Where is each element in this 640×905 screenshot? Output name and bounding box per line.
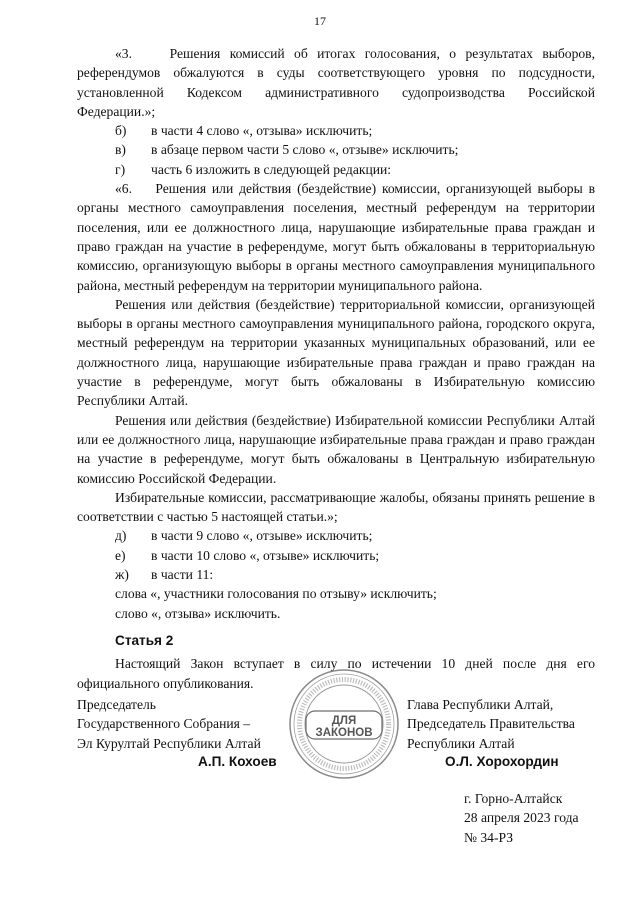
official-seal-stamp: [288, 668, 400, 780]
paragraph-part-6-c: Решения или действия (бездействие) Избирательной комиссии Республики Алтай или ее должностного лица, нарушающие избирательные права граждан и право граждан на участие в референдуме, могут быть обжалованы в Центральную избирательную комиссию Российской Федерации.: [77, 412, 595, 486]
signature-title: Эл Курултай Республики Алтай: [77, 735, 261, 751]
signature-left: [77, 695, 277, 753]
paragraph-part-3: «3. Решения комиссий об итогах голосования, о результатах выборов, референдумов обжалуются в суды соответствующего уровня по подсудности, установленной Кодексом административного судопроизводства Российской Федерации.»;: [77, 46, 595, 119]
list-marker: е): [115, 547, 126, 563]
stamp-text-line1: ДЛЯ: [331, 715, 357, 727]
list-marker: б): [115, 123, 127, 139]
paragraph-part-6-d: Избирательные комиссии, рассматривающие жалобы, обязаны принять решение в соответствии с частью 5 настоящей статьи.»;: [77, 489, 595, 525]
signature-title: Республики Алтай: [407, 735, 515, 751]
paragraph-part-6: «6. Решения или действия (бездействие) комиссии, организующей выборы в органы местного самоуправления поселения, местный референдум на территории поселения, или ее должностного лица, нарушающие избирательные права граждан и право граждан на участие в референдуме, могут быть обжалованы в территориальную комиссию, организующую выборы в органы местного самоуправления муниципального района, местный референдум на территории муниципального района.: [77, 181, 595, 293]
list-text: в части 10 слово «, отзыве» исключить;: [151, 547, 380, 563]
list-subitem-2: слово «, отзыва» исключить.: [115, 605, 281, 621]
city: г. Горно-Алтайск: [464, 791, 563, 806]
place-date-number: [464, 789, 579, 847]
list-text: в части 4 слово «, отзыва» исключить;: [151, 123, 373, 139]
list-marker: ж): [115, 567, 129, 583]
list-item-g: [77, 160, 595, 179]
signature-title: Государственного Собрания –: [77, 716, 251, 732]
date: 28 апреля 2023 года: [464, 810, 579, 826]
stamp-text-line2: ЗАКОНОВ: [315, 727, 373, 739]
page-number: 17: [314, 14, 326, 28]
list-item-b: [77, 121, 595, 140]
article-text: Настоящий Закон вступает в силу по истечении 10 дней после дня его официального опубликования.: [77, 656, 595, 691]
law-number: № 34-РЗ: [464, 829, 514, 845]
list-item-v: [77, 140, 595, 159]
signature-title: Председатель: [77, 697, 156, 712]
list-item-d: [77, 526, 595, 545]
paragraph-part-6-b: Решения или действия (бездействие) территориальной комиссии, организующей выборы в органы местного самоуправления муниципального района, городского округа, местный референдум на территории указанных муниципальных образований, или ее должностного лица, нарушающие избирательные права граждан и право граждан на участие в референдуме, могут быть обжалованы в Избирательную комиссию Республики Алтай.: [77, 296, 595, 409]
document-body: [77, 44, 595, 693]
list-item-zh: [77, 565, 595, 584]
list-text: в части 9 слово «, отзыве» исключить;: [151, 528, 373, 544]
signatory-name-right: О.Л. Хорохордин: [445, 754, 559, 769]
list-marker: в): [115, 142, 126, 158]
list-text: в абзаце первом части 5 слово «, отзыве» исключить;: [151, 142, 459, 158]
list-text: часть 6 изложить в следующей редакции:: [151, 161, 392, 177]
article-title: Статья 2: [115, 632, 174, 648]
list-subitem-1: слова «, участники голосования по отзыву» исключить;: [115, 586, 437, 602]
list-item-e: [77, 546, 595, 565]
signature-right: [407, 695, 607, 753]
signatory-name-left: А.П. Кохоев: [198, 754, 277, 769]
list-text: в части 11:: [151, 567, 214, 583]
list-marker: г): [115, 161, 126, 177]
list-marker: д): [115, 528, 127, 544]
signature-title: Глава Республики Алтай,: [407, 697, 554, 712]
signature-title: Председатель Правительства: [407, 716, 575, 732]
